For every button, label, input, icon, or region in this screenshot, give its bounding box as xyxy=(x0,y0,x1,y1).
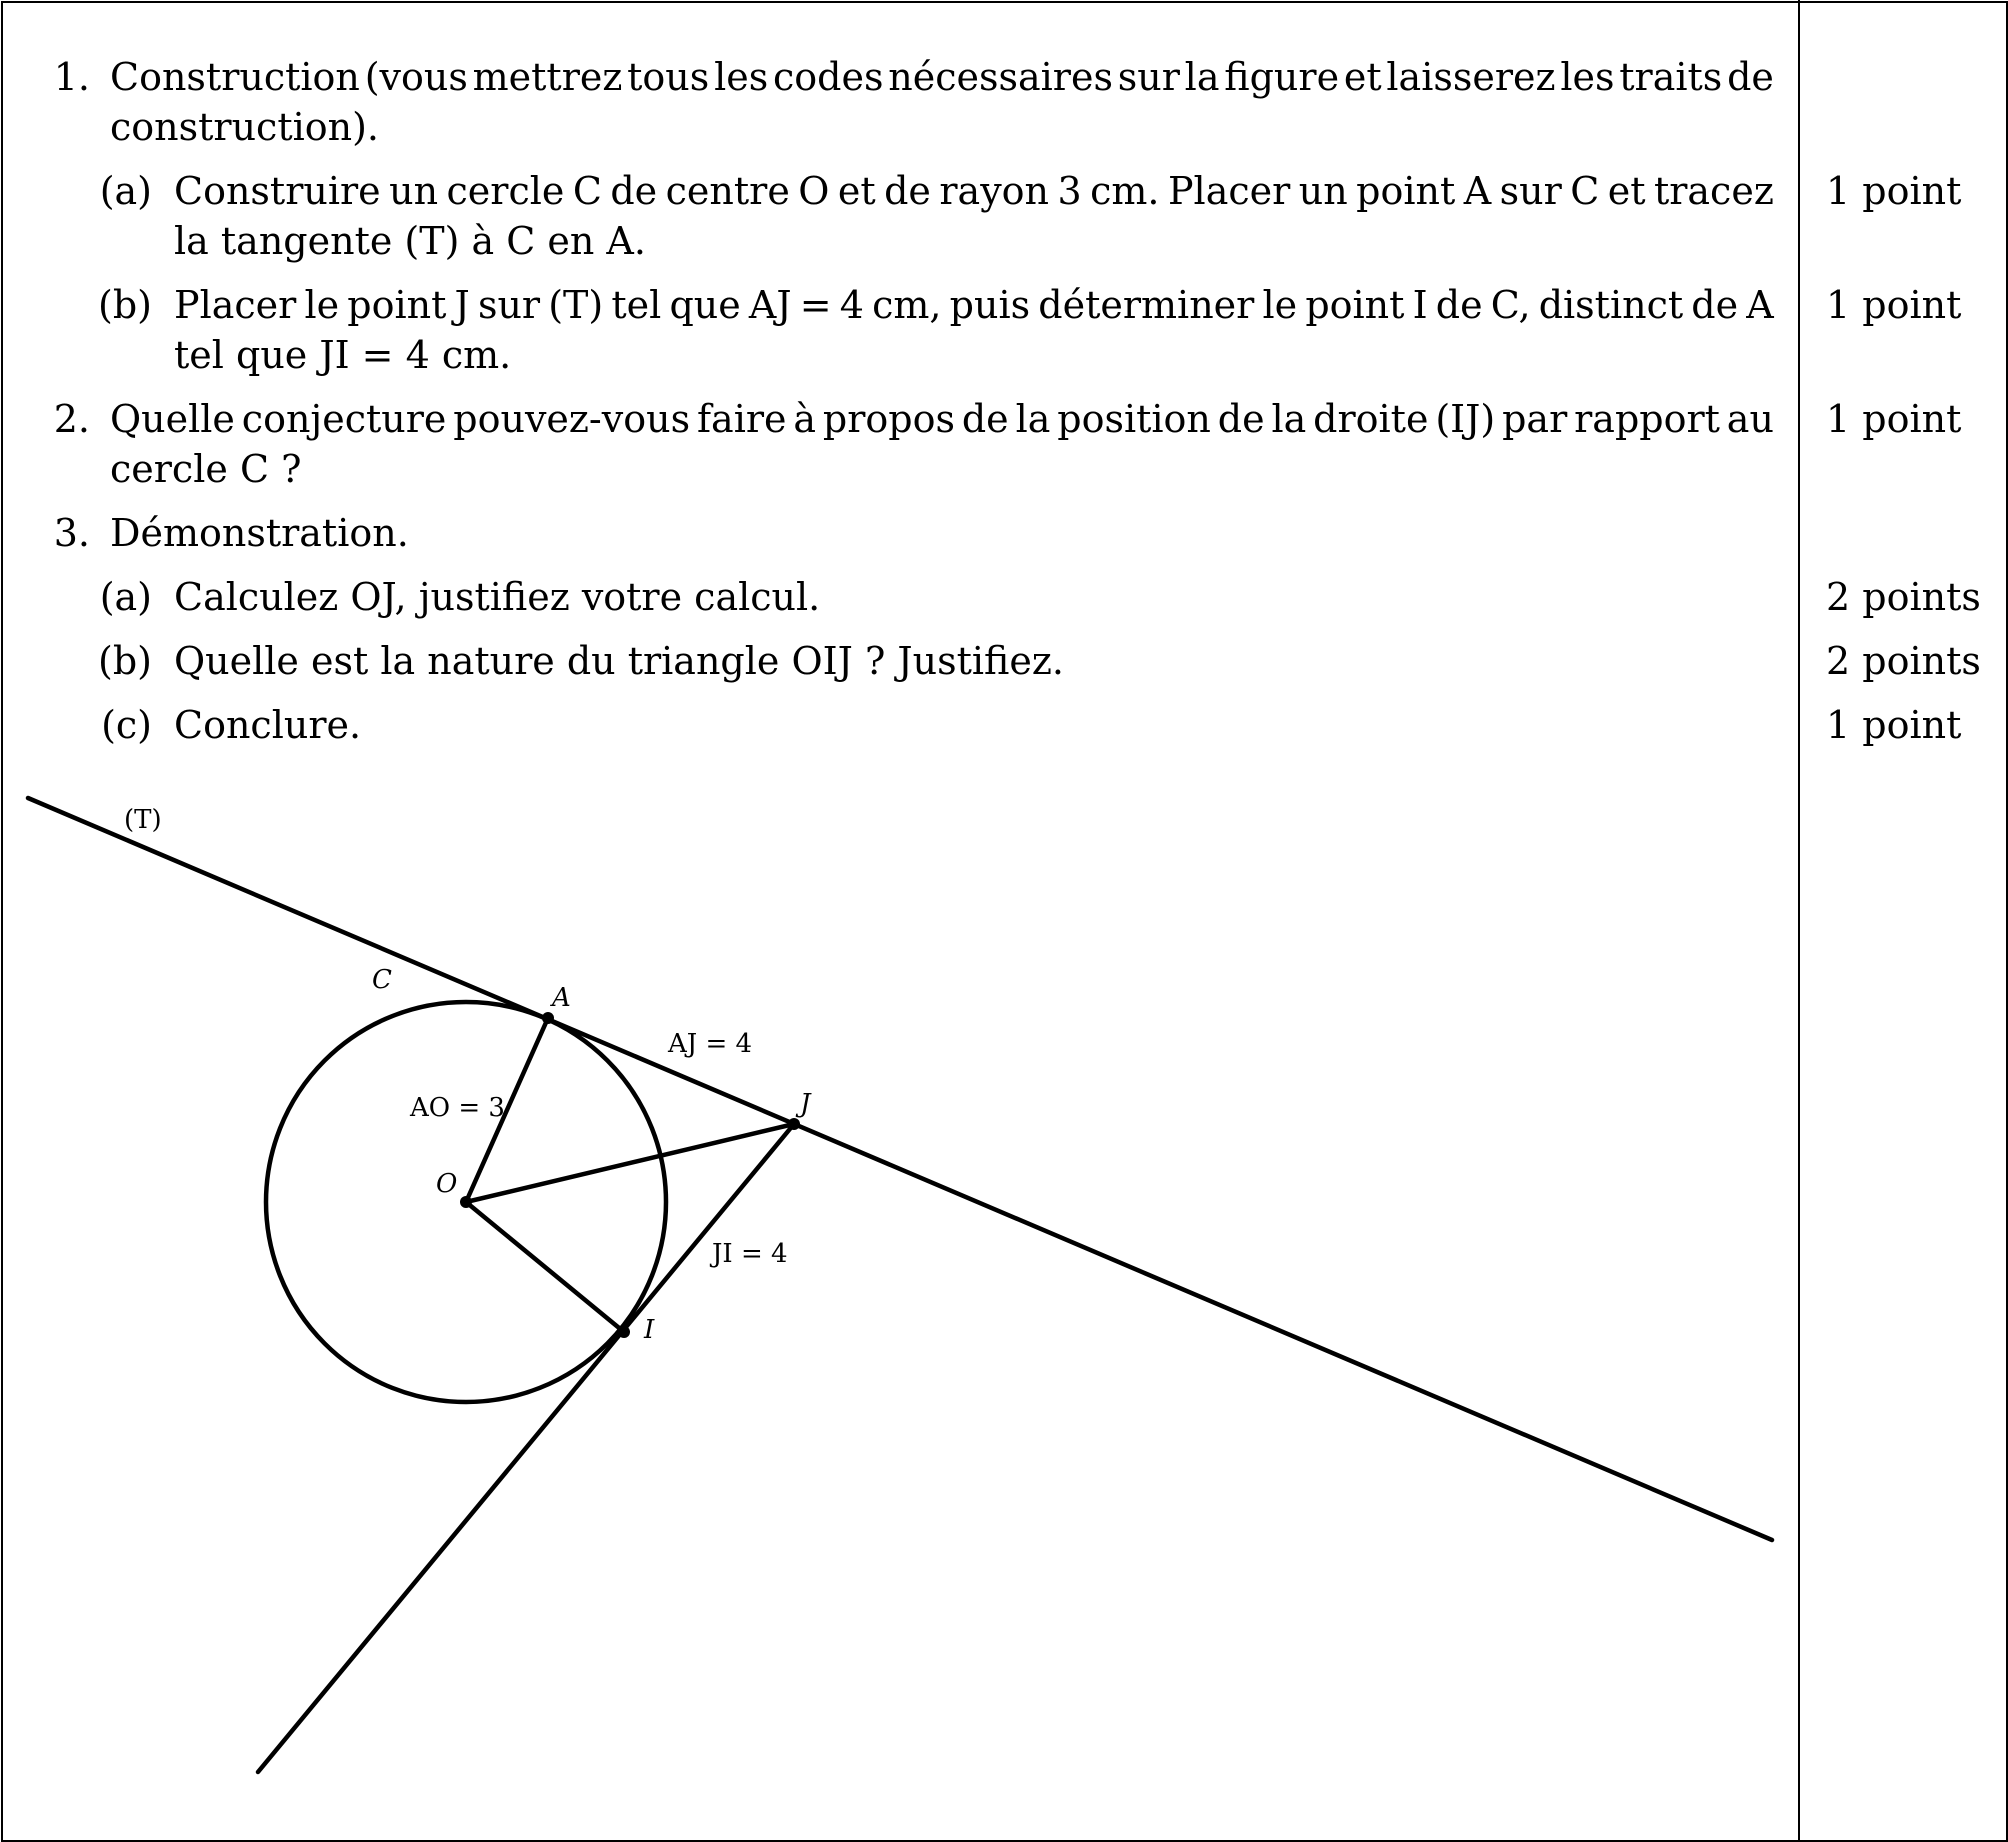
label-ji: JI = 4 xyxy=(712,1239,788,1269)
word: J xyxy=(454,283,470,327)
word: (IJ) xyxy=(1435,397,1496,441)
point-o xyxy=(460,1196,472,1208)
word: déterminer xyxy=(1038,283,1255,327)
word: tous xyxy=(627,55,710,99)
item-2-text-line-2: cercle C ? xyxy=(110,447,302,491)
label-tangent: (T) xyxy=(124,805,162,835)
item-1-text-line-2: construction). xyxy=(110,105,380,149)
word: C, xyxy=(1490,283,1531,327)
word: les xyxy=(1560,55,1615,99)
item-3c-text: Conclure. xyxy=(174,703,362,747)
word: par xyxy=(1502,397,1568,441)
item-1b-number: (b) xyxy=(98,283,152,327)
word: au xyxy=(1726,397,1774,441)
item-1b-points: 1 point xyxy=(1826,283,1962,327)
item-1b-text-line-2: tel que JI = 4 cm. xyxy=(174,333,512,377)
word: Placer xyxy=(174,283,297,327)
segment-oj xyxy=(466,1124,794,1202)
word: pouvez-vous xyxy=(453,397,691,441)
word: faire xyxy=(696,397,787,441)
word: C xyxy=(572,169,602,213)
item-1a-number: (a) xyxy=(99,169,152,213)
word: la xyxy=(1184,55,1220,99)
word: centre xyxy=(665,169,790,213)
label-j: J xyxy=(800,1089,811,1119)
point-j xyxy=(788,1118,800,1130)
word: Placer xyxy=(1167,169,1291,213)
label-aj: AJ = 4 xyxy=(668,1029,753,1059)
word: de xyxy=(1217,397,1265,441)
word: point xyxy=(1305,283,1405,327)
word: codes xyxy=(773,55,884,99)
item-3a-points: 2 points xyxy=(1826,575,1981,619)
word: cercle xyxy=(446,169,565,213)
word: A xyxy=(1746,283,1774,327)
word: conjecture xyxy=(241,397,447,441)
word: tel xyxy=(611,283,662,327)
word: puis xyxy=(949,283,1031,327)
word: A xyxy=(1463,169,1492,213)
word: cm, xyxy=(872,283,942,327)
item-3c-number: (c) xyxy=(101,703,152,747)
word: de xyxy=(610,169,658,213)
label-ao: AO = 3 xyxy=(410,1093,505,1123)
word: laisserez xyxy=(1386,55,1556,99)
word: sur xyxy=(1117,55,1180,99)
word: O xyxy=(798,169,830,213)
word: un xyxy=(1298,169,1348,213)
item-3a-text: Calculez OJ, justifiez votre calcul. xyxy=(174,575,821,619)
word: point xyxy=(347,283,447,327)
word: point xyxy=(1356,169,1456,213)
word: distinct xyxy=(1538,283,1684,327)
item-2-points: 1 point xyxy=(1826,397,1962,441)
item-3c-points: 1 point xyxy=(1826,703,1962,747)
word: de xyxy=(1727,55,1774,99)
word: mettrez xyxy=(472,55,623,99)
word: tracez xyxy=(1653,169,1774,213)
word: sur xyxy=(1499,169,1562,213)
item-1-number: 1. xyxy=(53,55,90,99)
item-3-text: Démonstration. xyxy=(110,511,409,555)
word: les xyxy=(714,55,769,99)
word: Construire xyxy=(174,169,381,213)
word: la xyxy=(1271,397,1307,441)
item-2-number: 2. xyxy=(53,397,90,441)
label-circle: C xyxy=(372,965,392,995)
item-3-number: 3. xyxy=(53,511,90,555)
word: et xyxy=(1343,55,1382,99)
word: et xyxy=(1607,169,1646,213)
word: et xyxy=(837,169,876,213)
word: à xyxy=(793,397,817,441)
word: (T) xyxy=(548,283,604,327)
word: traits xyxy=(1619,55,1723,99)
word: Quelle xyxy=(110,397,235,441)
word: I xyxy=(1412,283,1428,327)
word: de xyxy=(1435,283,1483,327)
word: le xyxy=(304,283,340,327)
item-1a-points: 1 point xyxy=(1826,169,1962,213)
word: 4 xyxy=(839,283,864,327)
point-i xyxy=(618,1326,630,1338)
tangent-line-t xyxy=(28,798,1772,1540)
item-3b-number: (b) xyxy=(98,639,152,683)
item-3b-points: 2 points xyxy=(1826,639,1981,683)
word: position xyxy=(1057,397,1211,441)
word: de xyxy=(884,169,931,213)
word: la xyxy=(1015,397,1051,441)
word: que xyxy=(669,283,741,327)
word: = xyxy=(799,283,832,327)
word: de xyxy=(961,397,1009,441)
word: (vous xyxy=(364,55,468,99)
word: nécessaires xyxy=(888,55,1113,99)
word: rapport xyxy=(1574,397,1720,441)
word: sur xyxy=(477,283,541,327)
word: C xyxy=(1570,169,1600,213)
word: le xyxy=(1262,283,1298,327)
word: un xyxy=(389,169,439,213)
word: cm. xyxy=(1090,169,1160,213)
word: figure xyxy=(1224,55,1340,99)
point-a xyxy=(542,1012,554,1024)
label-i: I xyxy=(644,1315,655,1345)
word: AJ xyxy=(748,283,792,327)
word: rayon xyxy=(939,169,1050,213)
item-3b-text: Quelle est la nature du triangle OIJ ? Justifiez. xyxy=(174,639,1064,683)
item-3a-number: (a) xyxy=(99,575,152,619)
label-o: O xyxy=(436,1169,458,1199)
word: propos xyxy=(822,397,955,441)
word: droite xyxy=(1313,397,1429,441)
line-ij xyxy=(258,1124,794,1772)
word: Construction xyxy=(110,55,360,99)
label-a: A xyxy=(552,983,571,1013)
segment-oi xyxy=(466,1202,624,1332)
word: de xyxy=(1691,283,1739,327)
word: 3 xyxy=(1057,169,1082,213)
item-1a-text-line-2: la tangente (T) à C en A. xyxy=(174,219,646,263)
